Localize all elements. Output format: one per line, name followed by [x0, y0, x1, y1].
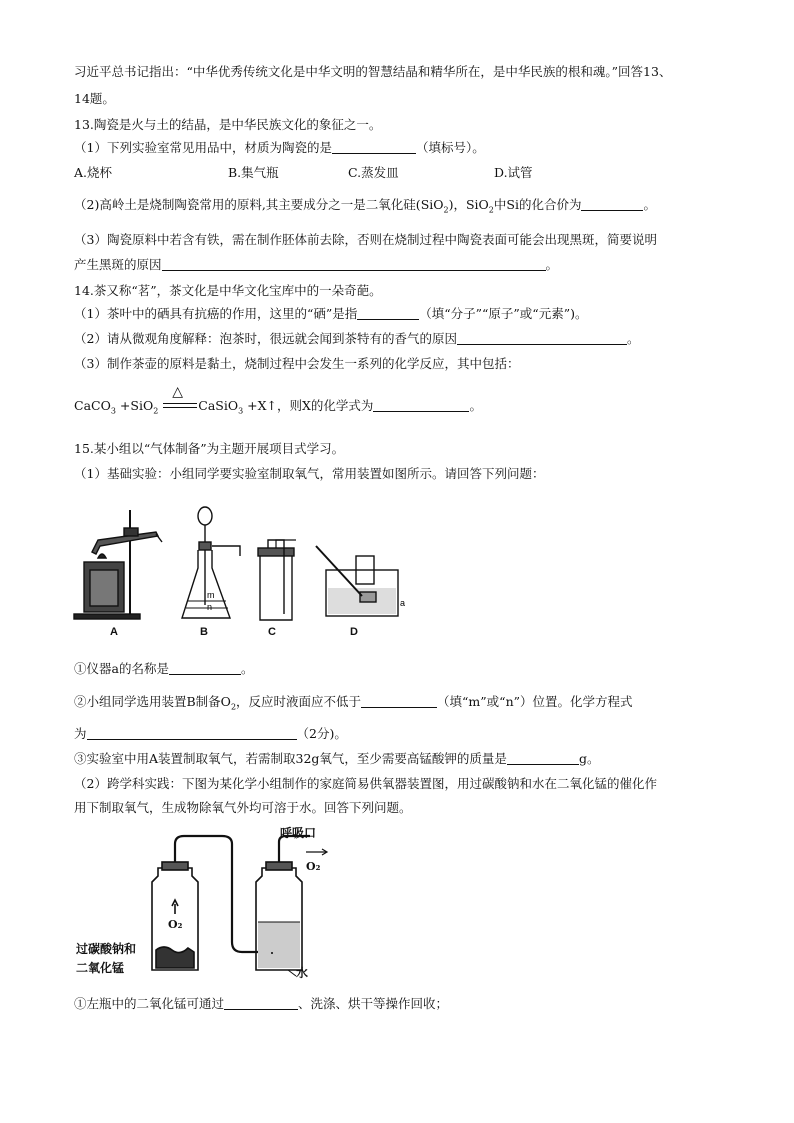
q15-s1	[74, 660, 253, 678]
q15-part2-line2: 用下制取氧气，生成物除氧气外均可溶于水。回答下列问题。	[74, 800, 412, 815]
oxygen-generator-drawing	[74, 822, 364, 982]
q14-equation	[74, 384, 482, 421]
label-m: m	[207, 590, 215, 600]
clamp-icon	[124, 528, 138, 536]
right-cap	[266, 862, 292, 870]
q13-option-d: D.试管	[494, 165, 533, 180]
q14-part2-text: （2）请从微观角度解释：泡茶时，很远就会闻到茶特有的香气的原因	[74, 331, 457, 346]
q14-part2	[74, 330, 639, 348]
q15-s2-line2	[74, 725, 347, 743]
q13-sio2-b: SiO	[465, 197, 489, 212]
outlet-o2-label: O₂	[306, 860, 321, 873]
apparatus-label-b: B	[200, 626, 208, 638]
q13-part1-blank[interactable]	[332, 140, 416, 154]
q13-part2-blank[interactable]	[581, 197, 643, 211]
q14-part1-text: （1）茶叶中的硒具有抗癌的作用，这里的“硒”是指	[74, 306, 358, 321]
eq-tail: +X↑，则X的化学式为	[243, 398, 374, 413]
q15-s2-blank-1[interactable]	[361, 694, 437, 708]
q15-s3	[74, 750, 599, 768]
bottle-stopper	[258, 548, 294, 556]
beehive-shelf	[360, 592, 376, 602]
q15-s2-text-a: ②小组同学选用装置B制备O	[74, 694, 231, 709]
q13-sio2-b-sub: 2	[488, 205, 494, 215]
q15-s2-blank-2[interactable]	[87, 726, 297, 740]
eq-double-line	[163, 403, 197, 408]
lamp-body	[90, 570, 118, 606]
q13-option-a: A.烧杯	[74, 165, 113, 180]
q15-s4-tail: 、洗涤、烘干等操作回收；	[298, 996, 449, 1011]
eq-caco3-sub: 3	[110, 406, 116, 416]
q14-part3: （3）制作茶壶的原料是黏土，烧制过程中会发生一系列的化学反应，其中包括：	[74, 356, 520, 371]
eq-arrow	[163, 384, 197, 410]
stand-base	[74, 614, 140, 619]
q14-part1	[74, 305, 587, 323]
q15-s2-sub: 2	[230, 702, 237, 712]
q13-part3-line1: （3）陶瓷原料中若含有铁，需在制作胚体前去除，否则在烧制过程中陶瓷表面可能会出现黑斑，简要说明	[74, 232, 657, 247]
q15-s2-tail: （2分)。	[296, 726, 347, 741]
q13-part2-text-c: 中Si的化合价为	[493, 197, 582, 212]
connecting-tube	[175, 836, 272, 952]
left-o2-label: O₂	[168, 918, 183, 931]
q13-part3-line2	[74, 256, 558, 274]
reagent-label-line1: 过碳酸钠和	[76, 942, 137, 956]
flame-icon	[98, 554, 106, 558]
q13-part1	[74, 139, 485, 157]
q15-s2-text-b: ，反应时液面应不低于	[236, 694, 362, 709]
q15-part1: （1）基础实验：小组同学要实验室制取氧气，常用装置如图所示。请回答下列问题：	[74, 466, 545, 481]
q15-s1-blank[interactable]	[169, 661, 241, 675]
left-cap	[162, 862, 188, 870]
q13-part2-text-b: )，	[448, 197, 466, 212]
q14-part3-blank[interactable]	[373, 398, 469, 412]
q15-s3-blank[interactable]	[507, 751, 579, 765]
q15-s4	[74, 995, 448, 1013]
outlet-label: 呼吸口	[280, 826, 317, 840]
eq-sio2: +SiO	[115, 398, 154, 413]
intro-line-1: 习近平总书记指出：“中华优秀传统文化是中华文明的智慧结晶和精华所在，是中华民族的根和魂。”回答13、	[74, 64, 672, 79]
q15-s2-line2-text: 为	[74, 726, 87, 741]
q15-s1-tail: 。	[240, 661, 254, 676]
q13-part1-tail: （填标号）。	[415, 140, 485, 155]
q15-s2	[74, 693, 633, 717]
eq-end: 。	[469, 398, 482, 413]
heat-triangle-icon: △	[172, 384, 184, 400]
q13-part3-text: 产生黑斑的原因	[74, 257, 162, 272]
q13-part3-tail: 。	[545, 257, 559, 272]
q14-part1-blank[interactable]	[357, 306, 419, 320]
eq-casio3-sub: 3	[238, 406, 244, 416]
q13-sio2-a-sub: 2	[443, 205, 449, 215]
water-pointer	[288, 970, 296, 976]
q13-option-b: B.集气瓶	[228, 165, 279, 180]
q13-part2	[74, 196, 656, 220]
q15-s4-blank[interactable]	[224, 996, 298, 1010]
left-solid-mixture	[156, 947, 194, 968]
q13-stem: 13.陶瓷是火与土的结晶，是中华民族文化的象征之一。	[74, 117, 382, 132]
apparatus-label-a: A	[110, 626, 118, 638]
right-water	[258, 922, 300, 968]
reagent-label-line2: 二氧化锰	[76, 961, 125, 975]
eq-sio2-sub: 2	[153, 406, 159, 416]
q13-part1-text: （1）下列实验室常见用品中，材质为陶瓷的是	[74, 140, 332, 155]
water-label: 水	[296, 966, 309, 980]
funnel-bulb	[198, 507, 212, 525]
q15-part2-line1: （2）跨学科实践：下图为某化学小组制作的家庭简易供氧器装置图，用过碳酸钠和水在二氧化锰的催化作	[74, 776, 657, 791]
q14-part1-tail: （填“分子”“原子”或“元素”)。	[419, 306, 588, 321]
q13-part2-tail: 。	[643, 197, 656, 212]
apparatus-label-d: D	[350, 626, 358, 638]
q13-option-c: C.蒸发皿	[348, 165, 399, 180]
q15-s2-text-c: （填“m”或“n”）位置。化学方程式	[437, 694, 633, 709]
delivery-tube-a	[156, 534, 162, 542]
q15-s1-text: ①仪器a的名称是	[74, 661, 169, 676]
q15-s3-tail: g。	[578, 751, 600, 766]
label-n: n	[207, 602, 213, 612]
apparatus-drawing	[70, 500, 410, 642]
q13-part3-blank[interactable]	[162, 257, 546, 271]
intro-line-2: 14题。	[74, 91, 115, 106]
q14-stem: 14.茶又称“茗”，茶文化是中华文化宝库中的一朵奇葩。	[74, 283, 382, 298]
eq-casio3: CaSiO	[198, 398, 239, 413]
apparatus-figure	[70, 500, 410, 642]
q15-s3-text: ③实验室中用A装置制取氧气，若需制取32g氧气，至少需要高锰酸钾的质量是	[74, 751, 507, 766]
q15-s4-text: ①左瓶中的二氧化锰可通过	[74, 996, 225, 1011]
q15-stem: 15.某小组以“气体制备”为主题开展项目式学习。	[74, 441, 345, 456]
q14-part2-blank[interactable]	[457, 331, 627, 345]
apparatus-label-c: C	[268, 626, 276, 638]
collection-bottle	[260, 556, 292, 620]
eq-caco3: CaCO	[74, 398, 111, 413]
short-tube-c	[276, 540, 296, 548]
q13-part2-text-a: （2)高岭土是烧制陶瓷常用的原料,其主要成分之一是二氧化硅(	[74, 197, 421, 212]
q13-sio2-a: SiO	[420, 197, 444, 212]
label-a: a	[400, 598, 406, 608]
oxygen-generator-figure	[74, 822, 364, 982]
q14-part2-tail: 。	[626, 331, 640, 346]
flask-stopper	[199, 542, 211, 550]
flask-side-tube	[212, 546, 240, 556]
